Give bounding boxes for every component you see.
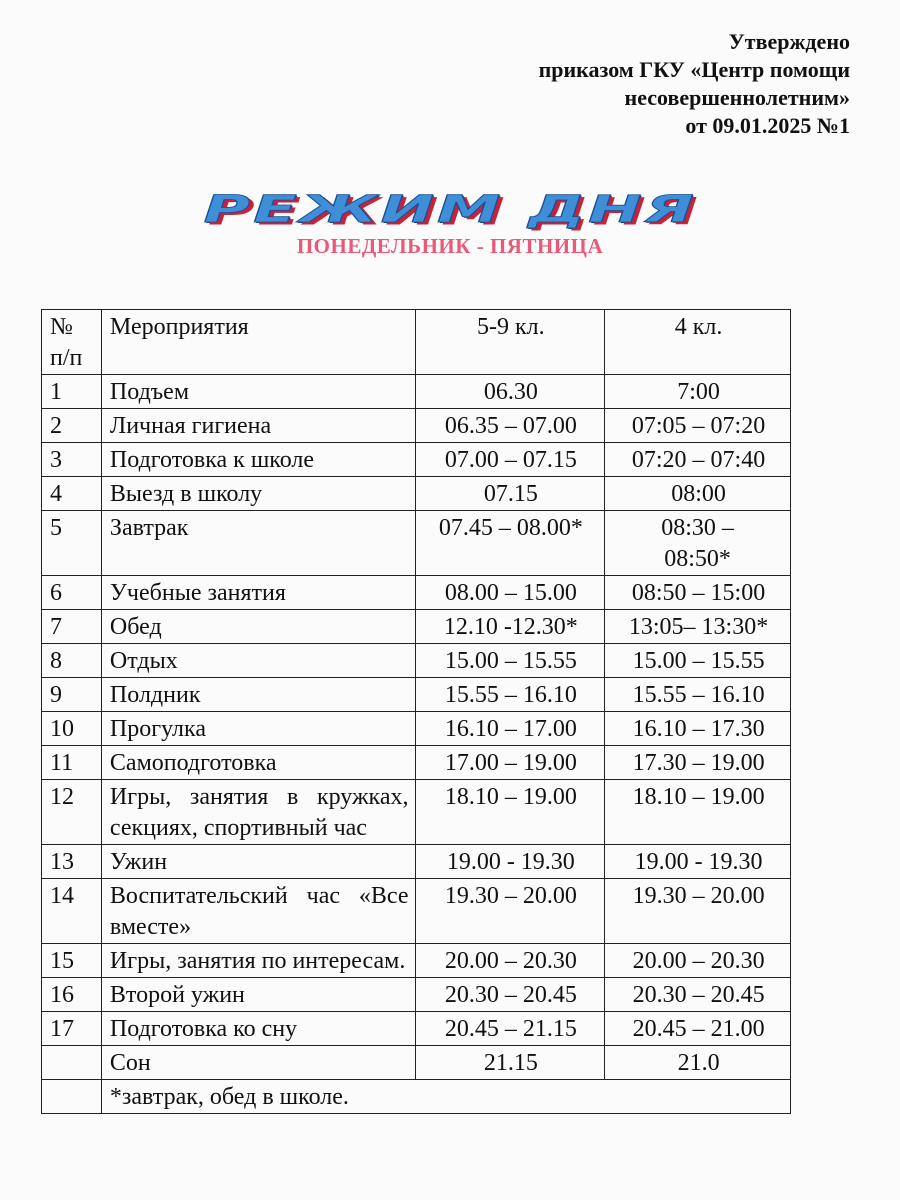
row-number: 3 — [42, 443, 102, 477]
table-row — [42, 644, 791, 678]
row-time-grades-5-9: 12.10 -12.30* — [415, 610, 605, 644]
table-row — [42, 1046, 791, 1080]
table-row — [42, 511, 791, 576]
row-time-grades-5-9: 08.00 – 15.00 — [415, 576, 605, 610]
document-title-block — [0, 186, 900, 259]
row-time-grades-5-9: 20.30 – 20.45 — [415, 978, 605, 1012]
row-number — [42, 1046, 102, 1080]
table-row — [42, 780, 791, 845]
row-number: 2 — [42, 409, 102, 443]
table-row — [42, 610, 791, 644]
approval-line: от 09.01.2025 №1 — [685, 113, 850, 138]
row-activity: Самоподготовка — [101, 746, 415, 780]
schedule-table-body — [42, 310, 791, 1114]
row-time-grades-5-9: 07.45 – 08.00* — [415, 511, 605, 576]
approval-line: Утверждено — [728, 29, 850, 54]
row-time-grade-4: 07:20 – 07:40 — [605, 443, 791, 477]
row-time-grades-5-9: 19.00 - 19.30 — [415, 845, 605, 879]
row-time-grade-4: 08:00 — [605, 477, 791, 511]
row-time-grades-5-9: 07.00 – 07.15 — [415, 443, 605, 477]
header-num: № п/п — [42, 310, 102, 375]
row-time-grade-4: 20.45 – 21.00 — [605, 1012, 791, 1046]
row-activity: Подъем — [101, 375, 415, 409]
row-number: 11 — [42, 746, 102, 780]
row-activity: Учебные занятия — [101, 576, 415, 610]
table-row — [42, 746, 791, 780]
table-row — [42, 576, 791, 610]
header-grades-5-9: 5-9 кл. — [415, 310, 605, 375]
row-time-grade-4: 13:05– 13:30* — [605, 610, 791, 644]
row-activity: Личная гигиена — [101, 409, 415, 443]
table-footnote-row — [42, 1080, 791, 1114]
table-row — [42, 443, 791, 477]
row-time-grades-5-9: 21.15 — [415, 1046, 605, 1080]
table-header-row — [42, 310, 791, 375]
row-time-grades-5-9: 20.45 – 21.15 — [415, 1012, 605, 1046]
row-number: 16 — [42, 978, 102, 1012]
row-activity: Подготовка к школе — [101, 443, 415, 477]
row-time-grades-5-9: 15.00 – 15.55 — [415, 644, 605, 678]
row-time-grades-5-9: 20.00 – 20.30 — [415, 944, 605, 978]
row-number: 15 — [42, 944, 102, 978]
row-activity: Игры, занятия по интересам. — [101, 944, 415, 978]
row-number: 13 — [42, 845, 102, 879]
row-activity: Обед — [101, 610, 415, 644]
row-time-grade-4: 15.55 – 16.10 — [605, 678, 791, 712]
row-number: 12 — [42, 780, 102, 845]
row-number: 5 — [42, 511, 102, 576]
row-activity: Игры, занятия в кружках, секциях, спортивный час — [101, 780, 415, 845]
row-time-grade-4: 15.00 – 15.55 — [605, 644, 791, 678]
row-time-grades-5-9: 06.30 — [415, 375, 605, 409]
row-time-grade-4: 20.00 – 20.30 — [605, 944, 791, 978]
row-time-grades-5-9: 19.30 – 20.00 — [415, 879, 605, 944]
row-time-grade-4: 19.00 - 19.30 — [605, 845, 791, 879]
row-activity: Прогулка — [101, 712, 415, 746]
row-time-grades-5-9: 17.00 – 19.00 — [415, 746, 605, 780]
row-number: 6 — [42, 576, 102, 610]
row-time-grade-4: 21.0 — [605, 1046, 791, 1080]
row-time-grades-5-9: 06.35 – 07.00 — [415, 409, 605, 443]
table-row — [42, 409, 791, 443]
row-activity: Второй ужин — [101, 978, 415, 1012]
row-time-grade-4: 20.30 – 20.45 — [605, 978, 791, 1012]
row-number: 7 — [42, 610, 102, 644]
row-time-grades-5-9: 07.15 — [415, 477, 605, 511]
row-time-grade-4: 7:00 — [605, 375, 791, 409]
row-time-grades-5-9: 18.10 – 19.00 — [415, 780, 605, 845]
row-number: 9 — [42, 678, 102, 712]
row-activity: Подготовка ко сну — [101, 1012, 415, 1046]
footnote: *завтрак, обед в школе. — [101, 1080, 790, 1114]
row-number: 4 — [42, 477, 102, 511]
table-row — [42, 712, 791, 746]
table-row — [42, 1012, 791, 1046]
row-time-grade-4: 19.30 – 20.00 — [605, 879, 791, 944]
table-row — [42, 944, 791, 978]
row-time-grade-4: 16.10 – 17.30 — [605, 712, 791, 746]
row-activity: Завтрак — [101, 511, 415, 576]
row-time-grade-4: 08:30 – 08:50* — [605, 511, 791, 576]
row-number: 8 — [42, 644, 102, 678]
row-number: 17 — [42, 1012, 102, 1046]
approval-line: приказом ГКУ «Центр помощи — [538, 57, 850, 82]
row-activity: Сон — [101, 1046, 415, 1080]
page-subtitle: ПОНЕДЕЛЬНИК - ПЯТНИЦА — [296, 234, 604, 258]
table-row — [42, 879, 791, 944]
row-activity: Отдых — [101, 644, 415, 678]
row-time-grades-5-9: 15.55 – 16.10 — [415, 678, 605, 712]
table-row — [42, 375, 791, 409]
footnote-spacer — [42, 1080, 102, 1114]
row-number: 10 — [42, 712, 102, 746]
table-row — [42, 978, 791, 1012]
row-activity: Ужин — [101, 845, 415, 879]
row-time-grade-4: 07:05 – 07:20 — [605, 409, 791, 443]
row-activity: Воспитательский час «Все вместе» — [101, 879, 415, 944]
row-activity: Выезд в школу — [101, 477, 415, 511]
header-activity: Мероприятия — [101, 310, 415, 375]
table-row — [42, 477, 791, 511]
header-grade-4: 4 кл. — [605, 310, 791, 375]
approval-stamp — [539, 28, 850, 140]
approval-line: несовершеннолетним» — [624, 85, 850, 110]
row-time-grade-4: 18.10 – 19.00 — [605, 780, 791, 845]
row-activity: Полдник — [101, 678, 415, 712]
row-time-grades-5-9: 16.10 – 17.00 — [415, 712, 605, 746]
row-number: 14 — [42, 879, 102, 944]
row-time-grade-4: 08:50 – 15:00 — [605, 576, 791, 610]
table-row — [42, 845, 791, 879]
page-title: РЕЖИМ ДНЯ — [203, 187, 697, 232]
row-time-grade-4: 17.30 – 19.00 — [605, 746, 791, 780]
row-number: 1 — [42, 375, 102, 409]
table-row — [42, 678, 791, 712]
schedule-table — [41, 309, 791, 1114]
